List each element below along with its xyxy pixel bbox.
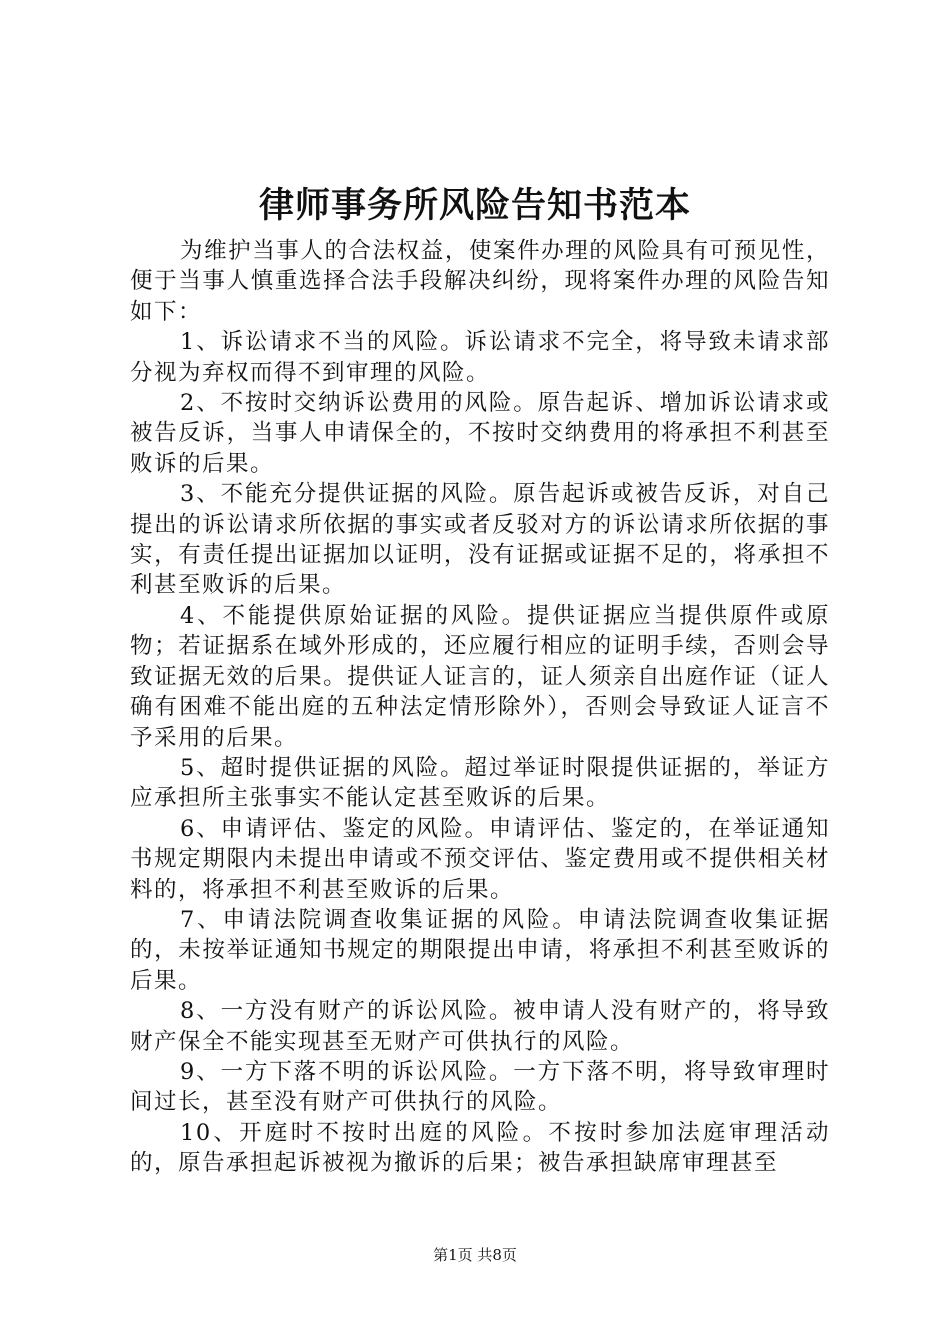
page-number-footer: 第1页 共8页 — [433, 1246, 517, 1264]
document-body — [130, 236, 830, 1179]
paragraph-item-7: 7、申请法院调查收集证据的风险。申请法院调查收集证据的，未按举证通知书规定的期限提出申请，将承担不利甚至败诉的后果。 — [130, 906, 830, 994]
paragraph-item-10: 10、开庭时不按时出庭的风险。不按时参加法庭审理活动的，原告承担起诉被视为撤诉的后果；被告承担缺席审理甚至 — [130, 1119, 830, 1177]
paragraph-item-3: 3、不能充分提供证据的风险。原告起诉或被告反诉，对自己提出的诉讼请求所依据的事实或者反驳对方的诉讼请求所依据的事实，有责任提出证据加以证明，没有证据或证据不足的，将承担不利甚至败诉的后果。 — [130, 481, 830, 599]
paragraph-item-1: 1、诉讼请求不当的风险。诉讼请求不完全，将导致未请求部分视为弃权而得不到审理的风险。 — [130, 329, 830, 386]
document-title: 律师事务所风险告知书范本 — [258, 186, 691, 226]
paragraph-item-8: 8、一方没有财产的诉讼风险。被申请人没有财产的，将导致财产保全不能实现甚至无财产可供执行的风险。 — [130, 998, 830, 1055]
paragraph-item-5: 5、超时提供证据的风险。超过举证时限提供证据的，举证方应承担所主张事实不能认定甚至败诉的后果。 — [130, 754, 830, 812]
paragraph-item-2: 2、不按时交纳诉讼费用的风险。原告起诉、增加诉讼请求或被告反诉，当事人申请保全的，不按时交纳费用的将承担不利甚至败诉的后果。 — [130, 390, 830, 477]
paragraph-intro: 为维护当事人的合法权益，使案件办理的风险具有可预见性，便于当事人慎重选择合法手段解决纠纷，现将案件办理的风险告知如下： — [130, 238, 830, 325]
paragraph-item-6: 6、申请评估、鉴定的风险。申请评估、鉴定的，在举证通知书规定期限内未提出申请或不预交评估、鉴定费用或不提供相关材料的，将承担不利甚至败诉的后果。 — [130, 815, 830, 903]
paragraph-item-4: 4、不能提供原始证据的风险。提供证据应当提供原件或原物；若证据系在域外形成的，还应履行相应的证明手续，否则会导致证据无效的后果。提供证人证言的，证人须亲自出庭作证（证人确有困难不能出庭的五种法定情形除外），否则会导致证人证言不予采用的后果。 — [130, 602, 830, 751]
paragraph-item-9: 9、一方下落不明的诉讼风险。一方下落不明，将导致审理时间过长，甚至没有财产可供执行的风险。 — [130, 1058, 830, 1116]
